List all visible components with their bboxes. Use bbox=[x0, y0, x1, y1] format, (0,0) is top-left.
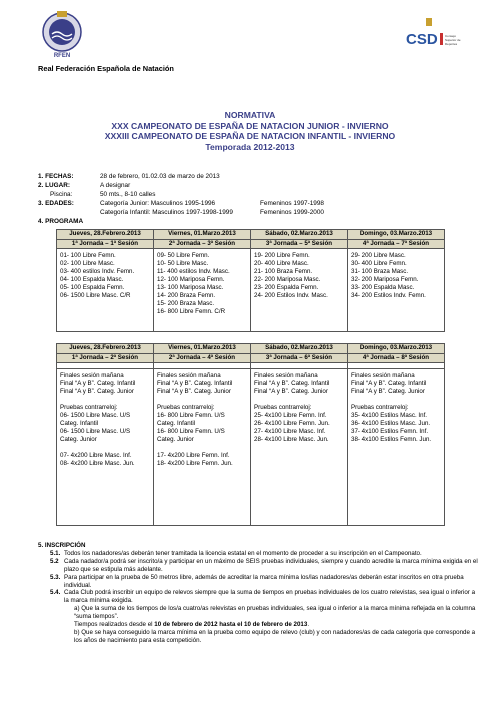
events-cell bbox=[154, 369, 251, 526]
event-line: 30- 400 Libre Femn. bbox=[351, 260, 407, 268]
event-line bbox=[60, 444, 153, 452]
event-line: 35- 4x100 Estilos Masc. Inf. bbox=[351, 412, 428, 420]
event-line: 13- 100 Mariposa Masc. bbox=[157, 284, 224, 292]
session-header: 3ª Jornada – 5ª Sesión bbox=[251, 239, 348, 249]
event-line: 16- 800 Libre Femn. U/S bbox=[157, 412, 225, 420]
event-line: 23- 200 Espalda Femn. bbox=[254, 284, 319, 292]
session-header: 2ª Jornada – 4ª Sesión bbox=[154, 353, 251, 363]
event-line: 16- 800 Libre Femn. C/R bbox=[157, 308, 226, 316]
event-line bbox=[254, 396, 347, 404]
event-line: 01- 100 Libre Femn. bbox=[60, 252, 116, 260]
session-header: 1ª Jornada – 2ª Sesión bbox=[57, 353, 154, 363]
inscripcion-section bbox=[38, 542, 478, 645]
inscripcion-heading: 5. INSCRIPCIÓN bbox=[38, 542, 86, 549]
edades-junior: Categoría Junior: Masculinos 1995-1996 bbox=[100, 200, 216, 207]
events-cell bbox=[348, 369, 445, 526]
event-line: 15- 200 Braza Masc. bbox=[157, 300, 215, 308]
session-header: 2ª Jornada – 3ª Sesión bbox=[154, 239, 251, 249]
event-line: 09- 50 Libre Femn. bbox=[157, 252, 210, 260]
event-line bbox=[60, 396, 153, 404]
event-line bbox=[157, 396, 250, 404]
event-line: 26- 4x100 Libre Femn. Jun. bbox=[254, 420, 330, 428]
event-line: Categ. Infantil bbox=[157, 420, 196, 428]
csd-logo bbox=[404, 18, 464, 62]
event-line: 33- 200 Espalda Masc. bbox=[351, 284, 415, 292]
day-header: Viernes, 01.Marzo.2013 bbox=[154, 230, 251, 240]
event-line: 10- 50 Libre Masc. bbox=[157, 260, 209, 268]
event-line bbox=[157, 444, 250, 452]
event-line: 12- 100 Mariposa Femn. bbox=[157, 276, 225, 284]
event-line: Finales sesión mañana bbox=[254, 372, 318, 380]
svg-text:Superior de: Superior de bbox=[445, 38, 461, 42]
inscripcion-sub-b: b) Que se haya conseguido la marca mínima en la prueba como equipo de relevo (club) y con nadadores/as de cada categoría que corresponde a los años de nacimiento para esta competición. bbox=[74, 628, 476, 644]
event-line: 06- 1500 Libre Masc. U/S bbox=[60, 428, 131, 436]
event-line: 05- 100 Espalda Femn. bbox=[60, 284, 125, 292]
event-line: 28- 4x100 Libre Masc. Jun. bbox=[254, 436, 329, 444]
events-cell bbox=[251, 249, 348, 332]
event-line: Final “A y B”. Categ. Junior bbox=[60, 388, 134, 396]
day-header: Sábado, 02.Marzo.2013 bbox=[251, 344, 348, 354]
event-line: Final “A y B”. Categ. Junior bbox=[157, 388, 231, 396]
event-line: Final “A y B”. Categ. Infantil bbox=[254, 380, 330, 388]
day-header: Sábado, 02.Marzo.2013 bbox=[251, 230, 348, 240]
event-line: Final “A y B”. Categ. Infantil bbox=[60, 380, 136, 388]
inscripcion-item: 5.1. Todos los nadadores/as deberán tener tramitada la licencia estatal en el momento de proceder a su inscripción en el Campeonato. bbox=[50, 549, 422, 557]
event-line: 06- 1500 Libre Masc. C/R bbox=[60, 292, 131, 300]
event-line: Categ. Infantil bbox=[60, 420, 99, 428]
event-line: 36- 4x100 Estilos Masc. Jun. bbox=[351, 420, 431, 428]
day-header: Domingo, 03.Marzo.2013 bbox=[348, 344, 445, 354]
session-header: 4ª Jornada – 7ª Sesión bbox=[348, 239, 445, 249]
event-line: 24- 200 Estilos Indv. Masc. bbox=[254, 292, 328, 300]
edades-infantil: Categoría Infantil: Masculinos 1997-1998-1999 bbox=[100, 209, 233, 216]
event-line: 07- 4x200 Libre Masc. Inf. bbox=[60, 452, 132, 460]
event-line: 04- 100 Espalda Masc. bbox=[60, 276, 124, 284]
event-line: 37- 4x100 Estilos Femn. Inf. bbox=[351, 428, 429, 436]
event-line: 31- 100 Braza Masc. bbox=[351, 268, 409, 276]
session-header: 3ª Jornada – 6ª Sesión bbox=[251, 353, 348, 363]
event-line: Finales sesión mañana bbox=[157, 372, 221, 380]
lugar-label: 2. LUGAR: bbox=[38, 182, 70, 189]
day-header: Domingo, 03.Marzo.2013 bbox=[348, 230, 445, 240]
event-line: 02- 100 Libre Masc. bbox=[60, 260, 115, 268]
events-cell bbox=[154, 249, 251, 332]
event-line: Pruebas contrarreloj: bbox=[60, 404, 118, 412]
events-cell bbox=[57, 369, 154, 526]
event-line: 03- 400 estilos Indv. Femn. bbox=[60, 268, 135, 276]
event-line: Final “A y B”. Categ. Infantil bbox=[157, 380, 233, 388]
edades-label: 3. EDADES: bbox=[38, 200, 74, 207]
event-line: 32- 200 Mariposa Femn. bbox=[351, 276, 419, 284]
event-line: 29- 200 Libre Masc. bbox=[351, 252, 406, 260]
csd-logo-text: CSD bbox=[406, 31, 438, 48]
rfen-logo-text: RFEN bbox=[53, 53, 71, 59]
event-line: 21- 100 Braza Femn. bbox=[254, 268, 313, 276]
event-line: 27- 4x100 Libre Masc. Inf. bbox=[254, 428, 326, 436]
event-line: 25- 4x100 Libre Femn. Inf. bbox=[254, 412, 327, 420]
events-cell bbox=[348, 249, 445, 332]
program-table-evening bbox=[56, 343, 445, 526]
piscina-value: 50 mts., 8-10 calles bbox=[100, 191, 156, 198]
fechas-value: 28 de febrero, 01.02.03 de marzo de 2013 bbox=[100, 173, 220, 180]
title-normativa: NORMATIVA bbox=[224, 110, 276, 120]
svg-text:Consejo: Consejo bbox=[445, 34, 457, 38]
event-line: 34- 200 Estilos Indv. Femn. bbox=[351, 292, 426, 300]
piscina-label: Piscina: bbox=[50, 191, 73, 198]
event-line: Categ. Junior bbox=[60, 436, 97, 444]
inscripcion-sub-a: a) Que la suma de los tiempos de los/a cuatro/as relevistas en pruebas individuales, sea igual o inferior a la marca mínima reflejada en la columna “suma tiempos”. bbox=[74, 605, 476, 621]
event-line: 11- 400 estilos Indv. Masc. bbox=[157, 268, 230, 276]
event-line: 17- 4x200 Libre Femn. Inf. bbox=[157, 452, 230, 460]
inscripcion-item: 5.2 Cada nadador/a podrá ser inscrito/a y participar en un máximo de SEIS pruebas individuales, siempre y cuando acredite la marca mínima exigida en el plazo que se estipula más adelante. bbox=[50, 557, 478, 573]
event-line: 14- 200 Braza Femn. bbox=[157, 292, 216, 300]
event-line: Finales sesión mañana bbox=[351, 372, 415, 380]
session-header: 4ª Jornada – 8ª Sesión bbox=[348, 353, 445, 363]
inscripcion-item: 5.3. Para participar en la prueba de 50 metros libre, además de acreditar la marca mínima los/las nadadores/as deberán estar inscritos en otra prueba individual. bbox=[50, 573, 464, 589]
event-line: Pruebas contrarreloj: bbox=[254, 404, 312, 412]
day-header: Viernes, 01.Marzo.2013 bbox=[154, 344, 251, 354]
event-line: Final “A y B”. Categ. Junior bbox=[254, 388, 328, 396]
event-line: Finales sesión mañana bbox=[60, 372, 124, 380]
event-line: Categ. Junior bbox=[157, 436, 194, 444]
inscripcion-item: 5.4. Cada Club podrá inscribir un equipo de relevos siempre que la suma de tiempos en pruebas individuales de los cuatro relevistas, sea igual o inferior a la marca mínima exigida. bbox=[50, 589, 476, 605]
lugar-value: A designar bbox=[100, 182, 131, 189]
edades-infantil-fem: Femeninos 1999-2000 bbox=[260, 209, 324, 216]
session-header: 1ª Jornada – 1ª Sesión bbox=[57, 239, 154, 249]
title-junior: XXX CAMPEONATO DE ESPAÑA DE NATACION JUNIOR - INVIERNO bbox=[111, 120, 389, 131]
event-line: 18- 4x200 Libre Femn. Jun. bbox=[157, 460, 233, 468]
rfen-logo bbox=[40, 10, 84, 60]
title-season: Temporada 2012-2013 bbox=[205, 141, 295, 152]
event-line: 22- 200 Mariposa Masc. bbox=[254, 276, 321, 284]
event-line: Final “A y B”. Categ. Junior bbox=[351, 388, 425, 396]
event-line: 06- 1500 Libre Masc. U/S bbox=[60, 412, 131, 420]
title-infantil: XXXIII CAMPEONATO DE ESPAÑA DE NATACION INFANTIL - INVIERNO bbox=[104, 131, 396, 141]
event-line: Pruebas contrarreloj: bbox=[157, 404, 215, 412]
svg-text:Deportes: Deportes bbox=[445, 42, 458, 46]
program-table-morning bbox=[56, 229, 445, 332]
day-header: Jueves, 28.Febrero.2013 bbox=[57, 230, 154, 240]
organization-name: Real Federación Española de Natación bbox=[38, 64, 174, 73]
event-line bbox=[351, 396, 444, 404]
edades-junior-fem: Femeninos 1997-1998 bbox=[260, 200, 324, 207]
document-titles bbox=[0, 110, 500, 152]
event-line: 19- 200 Libre Femn. bbox=[254, 252, 310, 260]
fechas-label: 1. FECHAS: bbox=[38, 173, 74, 180]
event-line: 38- 4x100 Estilos Femn. Jun. bbox=[351, 436, 432, 444]
programa-label: 4. PROGRAMA bbox=[38, 218, 84, 225]
event-line: Pruebas contrarreloj: bbox=[351, 404, 409, 412]
event-line: 20- 400 Libre Masc. bbox=[254, 260, 309, 268]
event-line: 16- 800 Libre Femn. U/S bbox=[157, 428, 225, 436]
event-line: 08- 4x200 Libre Masc. Jun. bbox=[60, 460, 135, 468]
events-cell bbox=[251, 369, 348, 526]
day-header: Jueves, 28.Febrero.2013 bbox=[57, 344, 154, 354]
inscripcion-sub-a-dates: Tiempos realizados desde el 10 de febrero de 2012 hasta el 10 de febrero de 2013. bbox=[74, 621, 310, 629]
event-line: Final “A y B”. Categ. Infantil bbox=[351, 380, 427, 388]
events-cell bbox=[57, 249, 154, 332]
